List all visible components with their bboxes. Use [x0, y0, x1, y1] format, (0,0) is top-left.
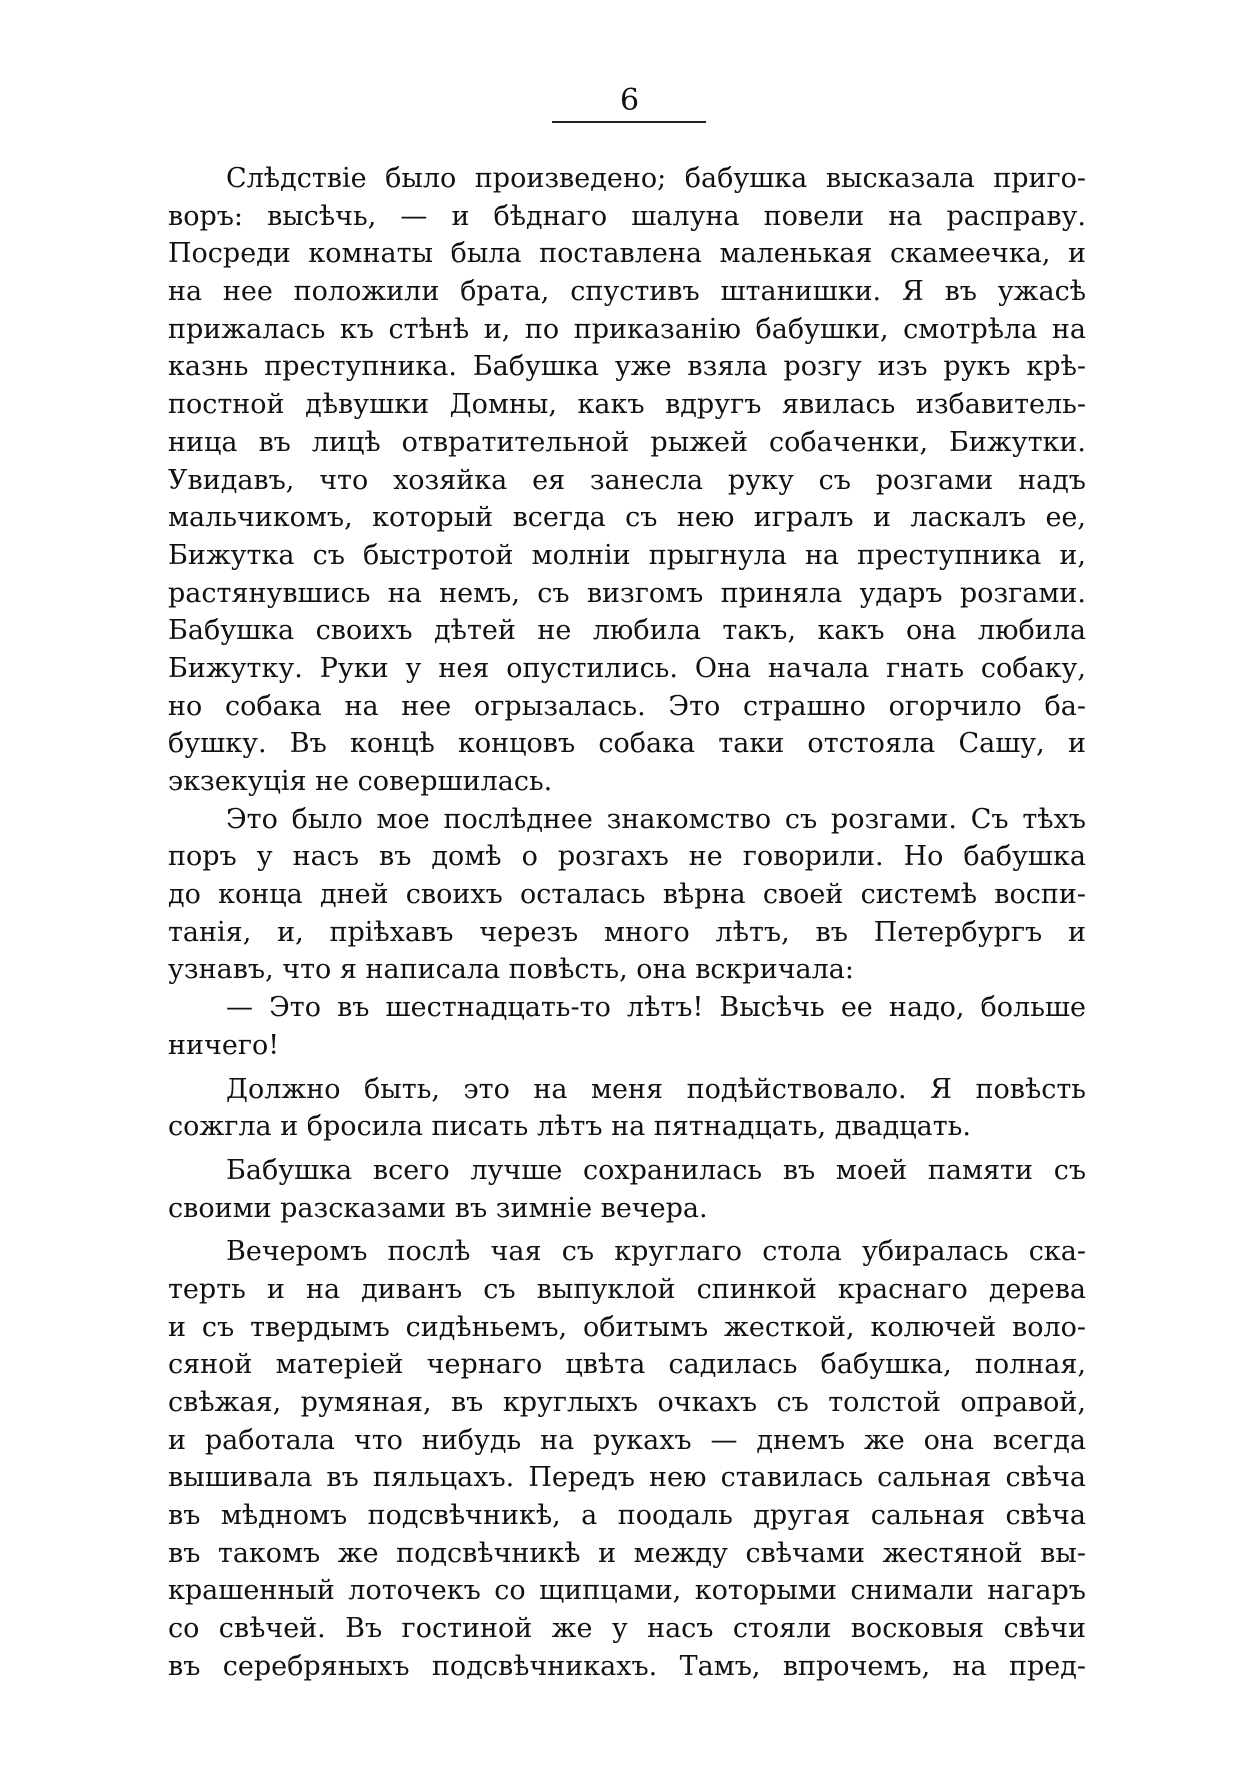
text-line: — Это въ шестнадцать-то лѣтъ! Высѣчь ее надо, больше — [226, 992, 1086, 1024]
text-line: Вечеромъ послѣ чая съ круглаго стола убиралась ска- — [226, 1236, 1086, 1268]
text-line: узнавъ, что я написала повѣсть, она вскричала: — [168, 954, 854, 986]
text-line: терть и на диванъ съ выпуклой спинкой краснаго дерева — [168, 1273, 1086, 1305]
text-line: свѣжая, румяная, въ круглыхъ очкахъ съ толстой оправой, — [168, 1387, 1086, 1418]
text-line: постной дѣвушки Домны, какъ вдругъ явилась избавитель- — [168, 389, 1086, 421]
text-line: прижалась къ стѣнѣ и, по приказанію бабушки, смотрѣла на — [168, 313, 1086, 345]
text-line: крашенный лоточекъ со щипцами, которыми снимали нагаръ — [168, 1575, 1086, 1607]
text-line: мальчикомъ, который всегда съ нею игралъ и ласкалъ ее, — [168, 502, 1086, 534]
text-line: въ серебряныхъ подсвѣчникахъ. Тамъ, впрочемъ, на пред- — [168, 1650, 1086, 1682]
text-line: Слѣдствіе было произведено; бабушка высказала приго- — [226, 163, 1086, 194]
text-line: Посреди комнаты была поставлена маленькая скамеечка, и — [168, 238, 1086, 270]
text-line: но собака на нее огрызалась. Это страшно огорчило ба- — [168, 690, 1086, 722]
text-line: Это было мое послѣднее знакомство съ розгами. Съ тѣхъ — [226, 803, 1086, 835]
text-line: танія, и, пріѣхавъ черезъ много лѣтъ, въ Петербургъ и — [168, 916, 1086, 948]
text-line: экзекуція не совершилась. — [168, 766, 553, 797]
text-line: на нее положили брата, спустивъ штанишки. Я въ ужасѣ — [168, 276, 1086, 308]
text-line: воръ: высѣчь, — и бѣднаго шалуна повели на расправу. — [168, 200, 1086, 232]
page-number: 6 — [619, 83, 640, 118]
body-text — [168, 160, 1086, 1686]
text-line: Должно быть, это на меня подѣйствовало. Я повѣсть — [226, 1073, 1086, 1105]
text-line: Бабушка своихъ дѣтей не любила такъ, какъ она любила — [168, 615, 1086, 647]
text-line: вышивала въ пяльцахъ. Передъ нею ставилась сальная свѣча — [168, 1462, 1086, 1494]
text-line: казнь преступника. Бабушка уже взяла розгу изъ рукъ крѣ- — [168, 351, 1086, 383]
text-line: бушку. Въ концѣ концовъ собака таки отстояла Сашу, и — [168, 728, 1086, 760]
text-line: растянувшись на немъ, съ визгомъ приняла ударъ розгами. — [168, 577, 1086, 609]
text-line: поръ у насъ въ домѣ о розгахъ не говорили. Но бабушка — [168, 841, 1086, 873]
text-line: своими разсказами въ зимніе вечера. — [168, 1192, 708, 1224]
text-line: въ мѣдномъ подсвѣчникѣ, а поодаль другая сальная свѣча — [168, 1500, 1086, 1532]
text-line: сожгла и бросила писать лѣтъ на пятнадцать, двадцать. — [168, 1111, 971, 1143]
text-line: ница въ лицѣ отвратительной рыжей собаченки, Бижутки. — [168, 426, 1086, 458]
text-line: Бижутка съ быстротой молніи прыгнула на преступника и, — [168, 539, 1086, 571]
text-line: и съ твердымъ сидѣньемъ, обитымъ жесткой, колючей воло- — [168, 1311, 1086, 1343]
page-number-rule — [552, 121, 706, 123]
text-line: Бижутку. Руки у нея опустились. Она начала гнать собаку, — [168, 652, 1086, 684]
text-line: сяной матеріей чернаго цвѣта садилась бабушка, полная, — [168, 1349, 1086, 1381]
text-line: со свѣчей. Въ гостиной же у насъ стояли восковыя свѣчи — [168, 1613, 1086, 1645]
text-line: до конца дней своихъ осталась вѣрна своей системѣ воспи- — [168, 879, 1086, 911]
text-line: Увидавъ, что хозяйка ея занесла руку съ розгами надъ — [168, 464, 1086, 496]
text-line: Бабушка всего лучше сохранилась въ моей памяти съ — [226, 1154, 1086, 1186]
text-line: и работала что нибудь на рукахъ — днемъ же она всегда — [168, 1424, 1086, 1456]
text-line: ничего! — [168, 1029, 280, 1061]
text-line: въ такомъ же подсвѣчникѣ и между свѣчами жестяной вы- — [168, 1537, 1086, 1569]
